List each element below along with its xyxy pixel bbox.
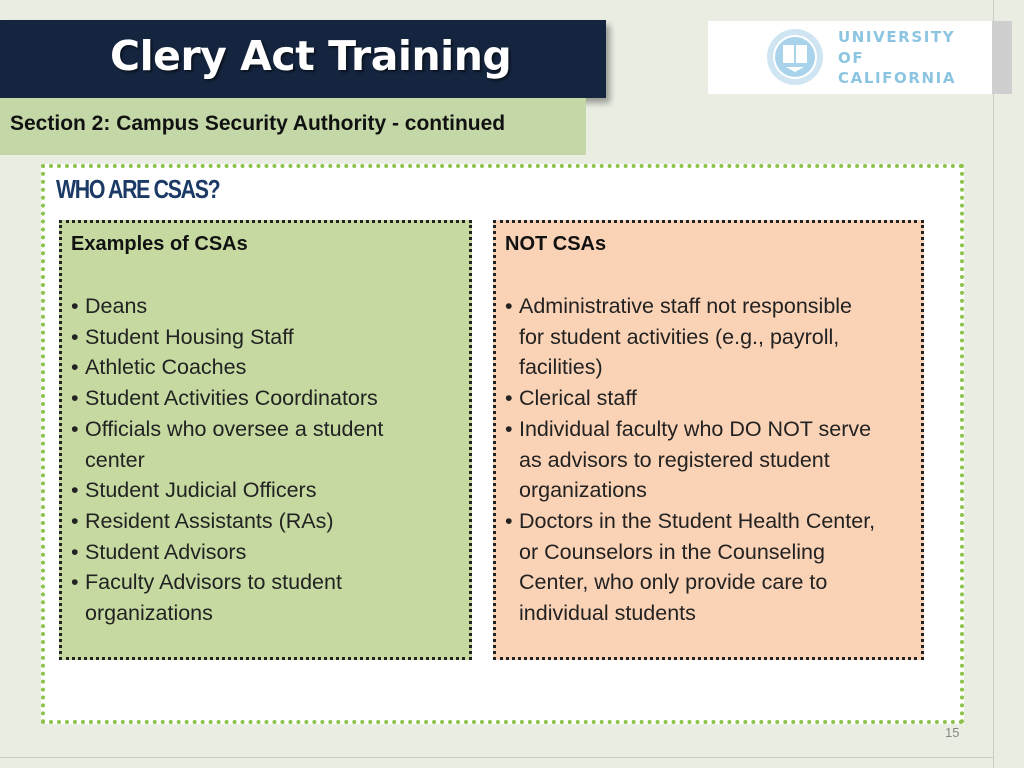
csa-examples-list <box>71 291 383 629</box>
not-csas-title: NOT CSAs <box>505 233 607 255</box>
slide-title: Clery Act Training <box>110 32 512 80</box>
bullet-icon: • <box>71 386 79 411</box>
list-item-text: Officials who oversee a student <box>85 416 384 441</box>
university-logo <box>708 21 1012 94</box>
list-item <box>71 475 383 506</box>
list-item-text: Deans <box>85 294 148 318</box>
page-number: 15 <box>945 725 960 740</box>
content-frame <box>41 164 964 724</box>
list-item-text: individual students <box>519 601 696 626</box>
list-item-text: Faculty Advisors to student <box>85 570 342 595</box>
list-item-text: Student Housing Staff <box>85 324 294 349</box>
list-item <box>71 537 383 568</box>
bullet-icon: • <box>505 294 513 318</box>
bullet-icon: • <box>71 539 79 564</box>
list-item-continuation <box>505 598 875 629</box>
bullet-icon: • <box>71 508 79 533</box>
list-item-text: Administrative staff not responsible <box>519 294 853 318</box>
logo-wordmark <box>838 27 956 89</box>
list-item <box>71 352 383 383</box>
list-item-text: Center, who only provide care to <box>519 570 828 595</box>
list-item <box>505 291 875 322</box>
list-item-text: facilities) <box>519 355 603 380</box>
list-item-continuation <box>505 322 875 353</box>
csa-examples-panel <box>59 220 472 660</box>
list-item <box>71 567 383 598</box>
list-item-text: organizations <box>519 478 647 503</box>
list-item-text: as advisors to registered student <box>519 447 830 472</box>
list-item-text: Student Judicial Officers <box>85 478 317 503</box>
list-item-text: Student Advisors <box>85 539 247 564</box>
list-item-text: center <box>85 447 145 472</box>
bullet-icon: • <box>71 570 79 595</box>
list-item-continuation <box>505 475 875 506</box>
bullet-icon: • <box>71 478 79 503</box>
list-item <box>505 506 875 537</box>
list-item <box>71 291 383 322</box>
list-item-continuation <box>71 445 383 476</box>
list-item-text: Resident Assistants (RAs) <box>85 508 334 533</box>
bullet-icon: • <box>71 355 79 380</box>
list-item-text: Clerical staff <box>519 386 637 411</box>
logo-line-california: CALIFORNIA <box>838 69 957 87</box>
bullet-icon: • <box>71 416 79 441</box>
list-item-text: Athletic Coaches <box>85 355 247 380</box>
list-item-text: for student activities (e.g., payroll, <box>519 324 840 349</box>
bullet-icon: • <box>505 416 513 441</box>
title-bar <box>0 20 606 98</box>
slide-edge-right <box>993 0 994 768</box>
university-seal-icon <box>766 28 824 86</box>
list-item-continuation <box>71 598 383 629</box>
content-heading: WHO ARE CSAS? <box>56 174 220 204</box>
list-item <box>505 414 875 445</box>
logo-line-of: OF <box>838 48 865 67</box>
list-item-continuation <box>505 445 875 476</box>
slide-edge-bottom <box>0 757 994 758</box>
list-item-text: Individual faculty who DO NOT serve <box>519 416 872 441</box>
not-csas-panel <box>493 220 924 660</box>
list-item <box>505 383 875 414</box>
list-item-text: organizations <box>85 601 213 626</box>
bullet-icon: • <box>505 386 513 411</box>
list-item <box>71 322 383 353</box>
list-item <box>71 383 383 414</box>
logo-line-university: UNIVERSITY <box>838 28 956 46</box>
csa-examples-title: Examples of CSAs <box>71 233 248 255</box>
list-item-text: or Counselors in the Counseling <box>519 539 825 564</box>
not-csas-list <box>505 291 875 629</box>
list-item-text: Doctors in the Student Health Center, <box>519 508 876 533</box>
list-item-continuation <box>505 537 875 568</box>
section-subtitle: Section 2: Campus Security Authority - continued <box>10 112 506 135</box>
bullet-icon: • <box>71 324 79 349</box>
section-bar <box>0 98 586 155</box>
bullet-icon: • <box>71 294 79 318</box>
list-item <box>71 414 383 445</box>
list-item-continuation <box>505 352 875 383</box>
bullet-icon: • <box>505 508 513 533</box>
list-item <box>71 506 383 537</box>
list-item-continuation <box>505 567 875 598</box>
list-item-text: Student Activities Coordinators <box>85 386 378 411</box>
